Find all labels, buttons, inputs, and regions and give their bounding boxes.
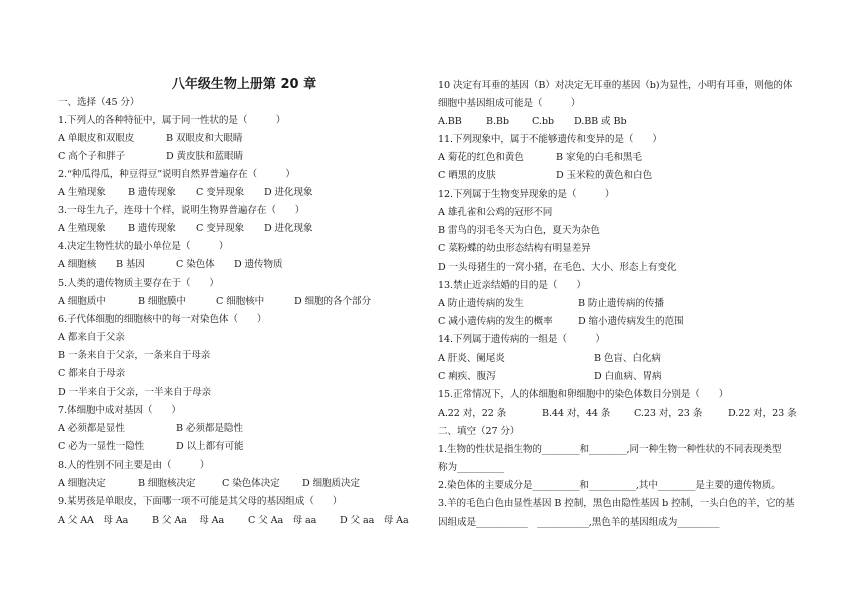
option: A 雄孔雀和公鸡的冠形不同 xyxy=(438,207,553,218)
fill-question: 2.染色体的主要成分是__________和__________,其中________是主要的遗传物质。 xyxy=(438,480,781,491)
option: D 玉米粒的黄色和白色 xyxy=(556,170,652,181)
option: B 色盲、白化病 xyxy=(594,353,661,364)
option: B 必须都是隐性 xyxy=(176,423,243,434)
option: B 防止遗传病的传播 xyxy=(578,298,664,309)
option: A.BB xyxy=(438,116,462,127)
question-stem: 2.“种瓜得瓜，种豆得豆”说明自然界普遍存在（ ） xyxy=(58,169,295,180)
option: D 进化现象 xyxy=(264,223,313,234)
question-stem: 14.下列属于遗传病的一组是（ ） xyxy=(438,334,605,345)
fill-question: 1.生物的性状是指生物的________和________,同一种生物一种性状的不同表现类型 xyxy=(438,444,782,455)
option: C 减小遗传病的发生的概率 xyxy=(438,316,553,327)
question-stem: 9.某男孩是单眼皮，下面哪一项不可能是其父母的基因组成（ ） xyxy=(58,496,343,507)
question-stem: 7.体细胞中成对基因（ ） xyxy=(58,405,181,416)
option: A 细胞核 xyxy=(58,259,97,270)
option: D 以上都有可能 xyxy=(176,441,244,452)
fill-question-continued: 因组成是___________ ___________,黑色羊的基因组成为_________ xyxy=(438,517,720,528)
option: D 细胞的各个部分 xyxy=(294,296,371,307)
question-stem: 12.下列属于生物变异现象的是（ ） xyxy=(438,189,615,200)
option: D.22 对，23 条 xyxy=(728,408,797,419)
option: C.bb xyxy=(532,116,554,127)
option: D 父 aa 母 Aa xyxy=(340,515,409,526)
option: D 白血病、胃病 xyxy=(594,371,662,382)
option: A 父 AA 母 Aa xyxy=(58,515,129,526)
question-stem: 15.正常情况下，人的体细胞和卵细胞中的染色体数目分别是（ ） xyxy=(438,389,729,400)
option: B 遗传现象 xyxy=(128,223,176,234)
option: C.23 对，23 条 xyxy=(634,408,703,419)
option: B.Bb xyxy=(486,116,509,127)
option: C 都来自于母亲 xyxy=(58,368,126,379)
section-heading: 二、填空（27 分） xyxy=(438,426,520,437)
option: B 父 Aa 母 Aa xyxy=(152,515,225,526)
question-stem: 13.禁止近亲结婚的目的是（ ） xyxy=(438,280,586,291)
question-stem: 4.决定生物性状的最小单位是（ ） xyxy=(58,241,229,252)
question-stem: 3.一母生九子，连母十个样，说明生物界普遍存在（ ） xyxy=(58,205,305,216)
question-stem: 6.子代体细胞的细胞核中的每一对染色体（ ） xyxy=(58,314,267,325)
option: C 染色体决定 xyxy=(222,478,280,489)
option: C 菜粉蝶的幼虫形态结构有明显差异 xyxy=(438,243,591,254)
option: C 父 Aa 母 aa xyxy=(248,515,317,526)
option: A 生殖现象 xyxy=(58,187,106,198)
option: B 遗传现象 xyxy=(128,187,176,198)
option: A 单眼皮和双眼皮 xyxy=(58,133,135,144)
option: D 一半来自于父亲，一半来自于母亲 xyxy=(58,387,211,398)
option: C 高个子和胖子 xyxy=(58,151,126,162)
option: A 细胞决定 xyxy=(58,478,106,489)
option: B 家兔的白毛和黑毛 xyxy=(556,152,642,163)
question-stem-continued: 细胞中基因组成可能是（ ） xyxy=(438,98,581,109)
option: D 缩小遗传病发生的范围 xyxy=(578,316,684,327)
option: A 菊花的红色和黄色 xyxy=(438,152,524,163)
option: B 细胞膜中 xyxy=(138,296,186,307)
option: C 变异现象 xyxy=(196,187,245,198)
option: A 都来自于父亲 xyxy=(58,332,125,343)
question-stem: 5.人类的遗传物质主要存在于（ ） xyxy=(58,278,219,289)
section-heading: 一、选择（45 分） xyxy=(58,97,140,108)
option: C 必为一显性一隐性 xyxy=(58,441,145,452)
option: B 雷鸟的羽毛冬天为白色，夏天为杂色 xyxy=(438,225,600,236)
option: D 遗传物质 xyxy=(234,259,283,270)
option: C 染色体 xyxy=(176,259,215,270)
option: A.22 对，22 条 xyxy=(438,408,507,419)
option: D 黄皮肤和蓝眼睛 xyxy=(166,151,243,162)
option: B 细胞核决定 xyxy=(138,478,196,489)
option: D.BB 或 Bb xyxy=(574,116,627,127)
option: C 晒黑的皮肤 xyxy=(438,170,496,181)
option: A 肝炎、阑尾炎 xyxy=(438,353,505,364)
fill-question-continued: 称为__________ xyxy=(438,462,504,473)
option: B 一条来自于父亲，一条来自于母亲 xyxy=(58,350,211,361)
option: D 一头母猪生的一窝小猪，在毛色、大小、形态上有变化 xyxy=(438,262,677,273)
option: D 进化现象 xyxy=(264,187,313,198)
option: C 变异现象 xyxy=(196,223,245,234)
option: A 防止遗传病的发生 xyxy=(438,298,524,309)
fill-question: 3.羊的毛色白色由显性基因 B 控制，黑色由隐性基因 b 控制，一头白色的羊，它的基 xyxy=(438,498,795,509)
question-stem: 8.人的性别不同主要是由（ ） xyxy=(58,460,210,471)
option: B 双眼皮和大眼睛 xyxy=(166,133,243,144)
option: C 痢疾、腹泻 xyxy=(438,371,496,382)
option: A 细胞质中 xyxy=(58,296,106,307)
question-stem: 1.下列人的各种特征中，属于同一性状的是（ ） xyxy=(58,115,286,126)
option: B 基因 xyxy=(116,259,145,270)
option: A 必须都是显性 xyxy=(58,423,125,434)
page-title: 八年级生物上册第 20 章 xyxy=(171,77,317,92)
option: D 细胞质决定 xyxy=(302,478,361,489)
question-stem: 10 决定有耳垂的基因（B）对决定无耳垂的基因（b)为显性，小明有耳垂，则他的体 xyxy=(438,80,793,91)
option: C 细胞核中 xyxy=(216,296,265,307)
option: B.44 对，44 条 xyxy=(542,408,611,419)
option: A 生殖现象 xyxy=(58,223,106,234)
question-stem: 11.下列现象中，属于不能够遗传和变异的是（ ） xyxy=(438,134,662,145)
